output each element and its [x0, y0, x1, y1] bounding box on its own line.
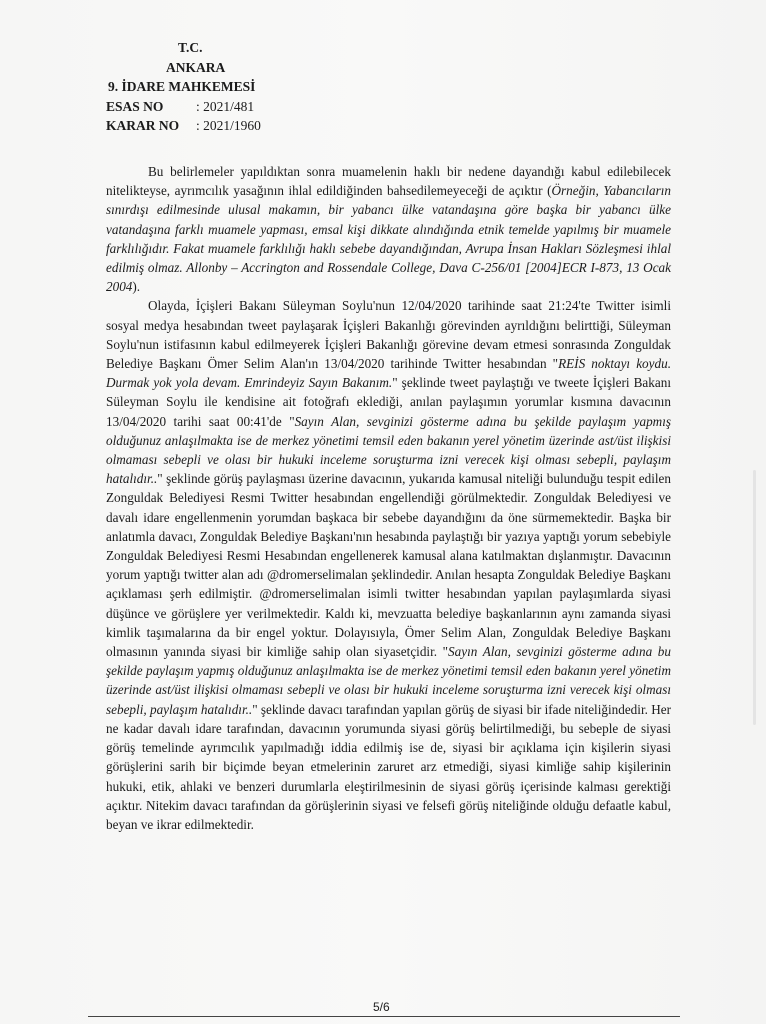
- paragraph-2: [106, 296, 671, 834]
- karar-value: : 2021/1960: [196, 118, 261, 133]
- header-court: 9. İDARE MAHKEMESİ: [108, 79, 256, 94]
- karar-label: KARAR NO: [106, 118, 180, 133]
- esas-value: : 2021/481: [196, 98, 255, 114]
- esas-label: ESAS NO: [106, 98, 164, 114]
- esas-row: [106, 97, 261, 117]
- p2-text-e: " şeklinde görüş paylaşması üzerine davacının, yukarıda kamusal niteliği bulunduğu tespit edilen Zonguldak Belediyesi Resmi Twitter hesabından engellendiği görülmektedir. Zonguldak Belediyesi ve davalı idare engellenmenin yorumdan başkaca bir sebebe dayandığını da öne sürmemektedir. Başka bir anlatımla davacı, Zonguldak Belediye Başkanı'nın hesabında paylaştığı bir yazıya yaptığı yorum sebebiyle Zonguldak Belediyesi Resmi Hesabından engellenerek kamusal alana katılmaktan dışlanmıştır. Davacının yorum yaptığı twitter alan adı @dromerselimalan şeklindedir. Anılan hesapta Zonguldak Belediye Başkanı açıklaması şerh edilmiştir. @dromerselimalan isimli twitter hesabından yapılan paylaşımlarda siyasi düşünce ve görüşlere yer verilmektedir. Kaldı ki, mevzuatta belediye başkanlarının aynı zamanda siyasi kimlik taşımalarına da bir engel yoktur. Dolayısıyla, Ömer Selim Alan, Zonguldak Belediye Başkanı olmasının yanında siyasi bir kimliğe sahip olan siyasetçidir. ": [106, 471, 671, 660]
- p2-comment-quote: Sayın Alan, sevginizi gösterme adına bu şekilde paylaşım yapmış olduğunuz anlaşılmakta ise de merkez yönetimi temsil eden bakanın yerel yönetim üzerinde ast/üst ilişkisi olmaması sebepli ve olası bir hukuki inceleme soruşturma izni verecek kişi olması sebepli, paylaşım hatalıdır..: [106, 413, 671, 487]
- header-tc: T.C.: [178, 40, 203, 55]
- p2-text-g: " şeklinde davacı tarafından yapılan görüş de siyasi bir ifade niteliğindedir. Her ne kadar davalı idare tarafından, davacının yorumunda siyasi görüş belirtilmediği, bu sebeple de siyasi görüş temelinde ayrımcılık yapılmadığı iddia edilmiş ise de, siyasi bir açıklama için kişilerin siyasi görüşlerini sarih bir biçimde beyan etmelerinin zaruret arz etmediği, siyasi kimliğe sahip kişilerinin hukuki, etik, ahlaki ve benzeri durumlarla eleştirilmesinin de siyasi görüş içerisinde kalması gerektiği açıktır. Nitekim davacı tarafından da görüşlerinin siyasi ve felsefi görüş niteliğinde olduğu defaatle kabul, beyan ve ikrar edilmektedir.: [106, 701, 671, 832]
- p1-text-a: Bu belirlemeler yapıldıktan sonra muamelenin haklı bir nedene dayandığı kabul edilebilecek nitelikteyse, ayrımcılık yasağının ihlal edildiğinden bahsedilemeyeceği de açıktır (: [106, 164, 671, 199]
- page-number: 5/6: [373, 1000, 390, 1014]
- court-header: [106, 38, 261, 136]
- p2-comment-quote-2: Sayın Alan, sevginizi gösterme adına bu şekilde paylaşım yapmış olduğunuz anlaşılmakta ise de merkez yönetimi temsil eden bakanın yerel yönetim üzerinde ast/üst ilişkisi olmaması sebepli ve olası bir hukuki inceleme soruşturma izni verecek kişi olması sebepli, paylaşım hatalıdır..: [106, 644, 671, 717]
- scroll-indicator: [753, 470, 756, 725]
- p1-example-italic: Örneğin, Yabancıların sınırdışı edilmesinde ulusal makamın, bir yabancı ülke vatandaşına göre başka bir yabancı ülke vatandaşına farklı muamele yapması, emsal kişi dikkate alındığında etnik temelde yapılmış bir muamele farklılığıdır. Fakat muamele farklılığı haklı sebebe dayandığından, Avrupa İnsan Hakları Sözleşmesi ihlal edilmiş olmaz. Allonby – Accrington and Rossendale College, Dava C-256/01 [2004]ECR I-873, 13 Ocak 2004: [106, 183, 671, 295]
- paragraph-1: [106, 162, 671, 296]
- p2-text-a: Olayda, İçişleri Bakanı Süleyman Soylu'nun 12/04/2020 tarihinde saat 21:24'te Twitter isimli sosyal medya hesabından tweet paylaşarak İçişleri Bakanlığı görevinden ayrıldığını belirttiği, Süleyman Soylu'nun istifasının kabul edilmeyerek İçişleri Bakanlığı görevine devam etmesi sonrasında Zonguldak Belediye Başkanı Ömer Selim Alan'ın 13/04/2020 tarihinde Twitter hesabından ": [106, 298, 671, 372]
- p1-text-c: ).: [132, 279, 141, 295]
- decision-body: [106, 162, 671, 834]
- footer-rule: [88, 1016, 680, 1017]
- karar-row: [106, 116, 261, 136]
- p2-text-c: " şeklinde tweet paylaştığı ve tweete İçişleri Bakanı Süleyman Soylu ile kendisine ait fotoğrafı eklediği, anılan paylaşımın yorumlar kısmına davacının 13/04/2020 tarihi saat 00:41'de ": [106, 375, 671, 429]
- p2-tweet-quote: REİS noktayı koydu. Durmak yok yola devam. Emrindeyiz Sayın Bakanım.: [106, 356, 671, 391]
- header-city: ANKARA: [166, 59, 226, 75]
